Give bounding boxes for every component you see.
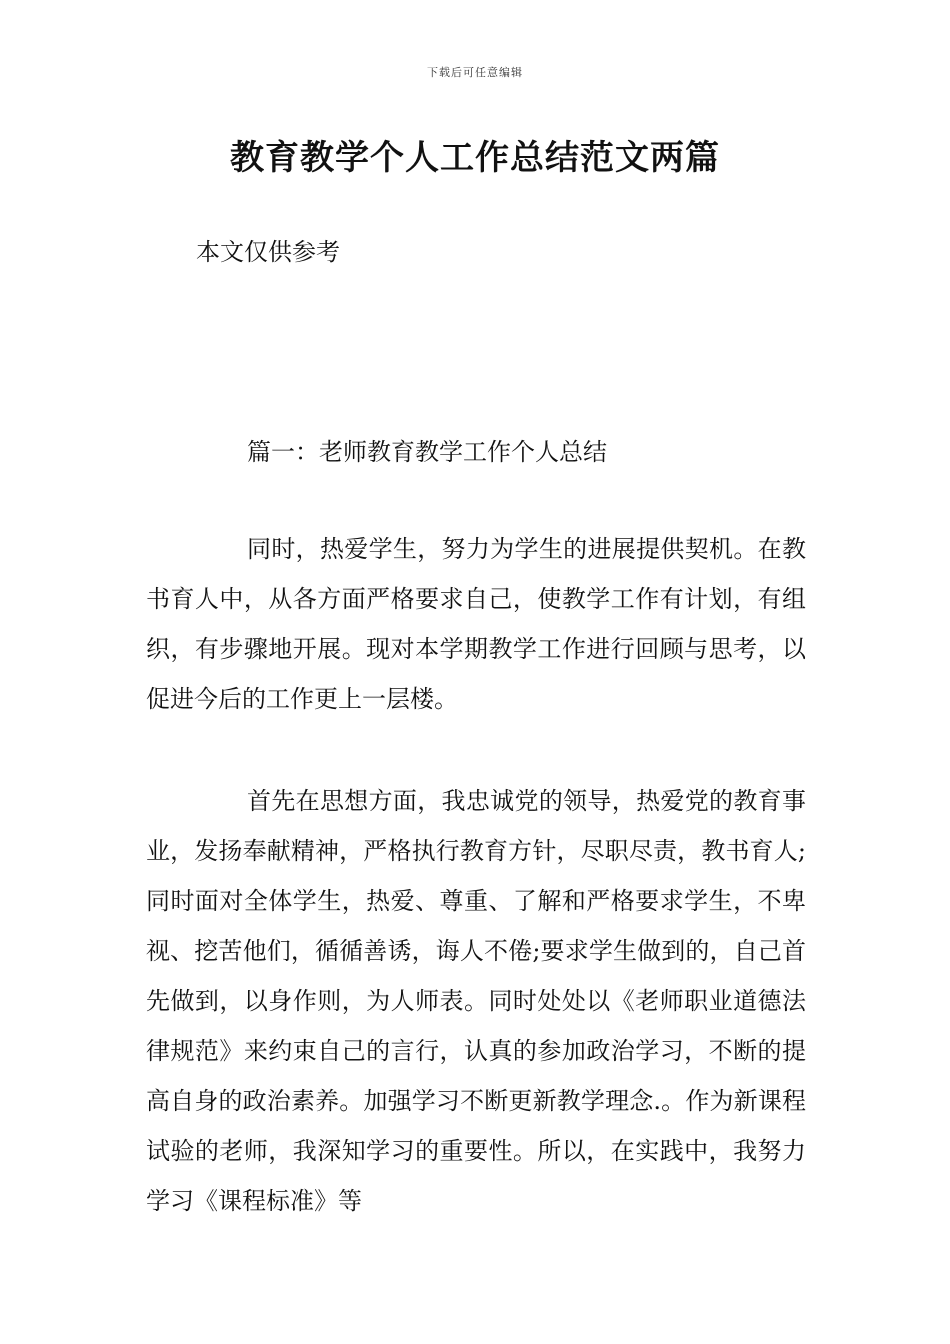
section-heading: 篇一：老师教育教学工作个人总结 [247, 438, 607, 466]
reference-note: 本文仅供参考 [196, 238, 340, 266]
body-paragraph-2: 首先在思想方面，我忠诚党的领导，热爱党的教育事业，发扬奉献精神，严格执行教育方针，尽职尽责，教书育人;同时面对全体学生，热爱、尊重、了解和严格要求学生，不卑视、挖苦他们，循循善诱，诲人不倦;要求学生做到的，自己首先做到，以身作则，为人师表。同时处处以《老师职业道德法律规范》来约束自己的言行，认真的参加政治学习，不断的提高自身的政治素养。加强学习不断更新教学理念.。作为新课程试验的老师，我深知学习的重要性。所以，在实践中，我努力学习《课程标准》等 [146, 787, 806, 1215]
body-paragraph-1: 同时，热爱学生，努力为学生的进展提供契机。在教书育人中，从各方面严格要求自己，使教学工作有计划，有组织，有步骤地开展。现对本学期教学工作进行回顾与思考，以促进今后的工作更上一层楼。 [146, 535, 806, 713]
document-title: 教育教学个人工作总结范文两篇 [230, 138, 720, 178]
header-note: 下载后可任意编辑 [427, 66, 523, 79]
